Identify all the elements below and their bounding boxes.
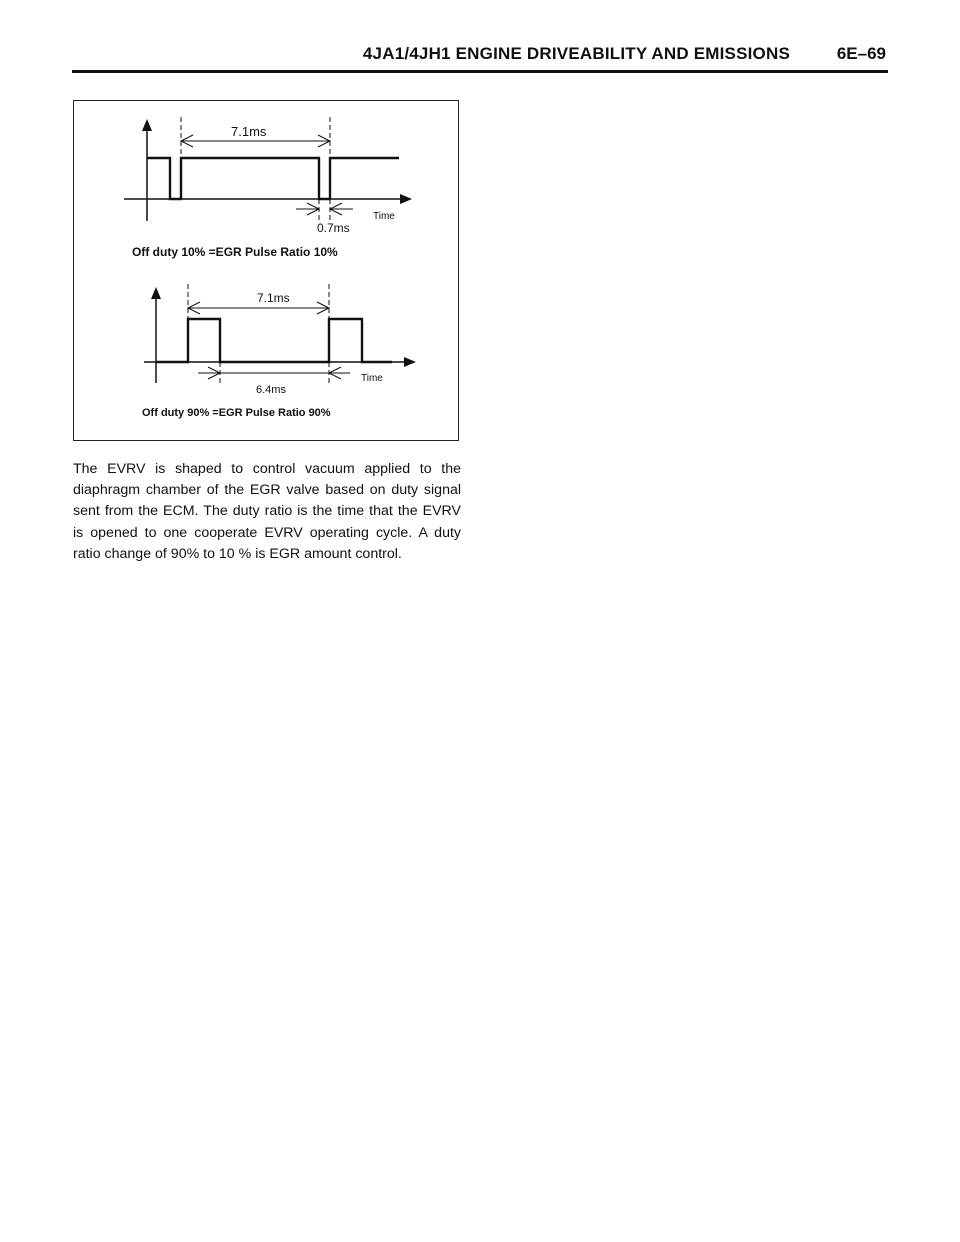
- page-number: 6E–69: [836, 44, 886, 63]
- header-title: 4JA1/4JH1 ENGINE DRIVEABILITY AND EMISSIONS: [362, 44, 790, 63]
- page-header: [72, 44, 888, 74]
- lower-time-axis-label: Time: [361, 373, 383, 384]
- lower-waveform-diagram: [142, 284, 416, 419]
- upper-x-axis-arrow: [400, 194, 412, 204]
- upper-pulse-label: 0.7ms: [317, 221, 350, 235]
- upper-caption: Off duty 10% =EGR Pulse Ratio 10%: [132, 245, 338, 259]
- duty-ratio-diagram: [74, 101, 460, 442]
- upper-waveform-diagram: [124, 117, 412, 259]
- duty-ratio-figure: [73, 100, 459, 441]
- lower-pulse-waveform: [156, 319, 392, 362]
- upper-y-axis-arrow: [142, 119, 152, 131]
- lower-period-label: 7.1ms: [257, 291, 290, 305]
- header-rule: [72, 70, 888, 73]
- lower-x-axis-arrow: [404, 357, 416, 367]
- upper-time-axis-label: Time: [373, 211, 395, 222]
- lower-y-axis-arrow: [151, 287, 161, 299]
- body-paragraph: The EVRV is shaped to control vacuum applied to the diaphragm chamber of the EGR valve based on duty signal sent from the ECM. The duty ratio is the time that the EVRV is opened to one cooperate EVRV operating cycle. A duty ratio change of 90% to 10 % is EGR amount control.: [73, 461, 461, 562]
- lower-caption: Off duty 90% =EGR Pulse Ratio 90%: [142, 407, 331, 419]
- lower-low-time-label: 6.4ms: [256, 384, 286, 396]
- upper-pulse-waveform: [147, 158, 399, 199]
- upper-period-label: 7.1ms: [231, 124, 267, 139]
